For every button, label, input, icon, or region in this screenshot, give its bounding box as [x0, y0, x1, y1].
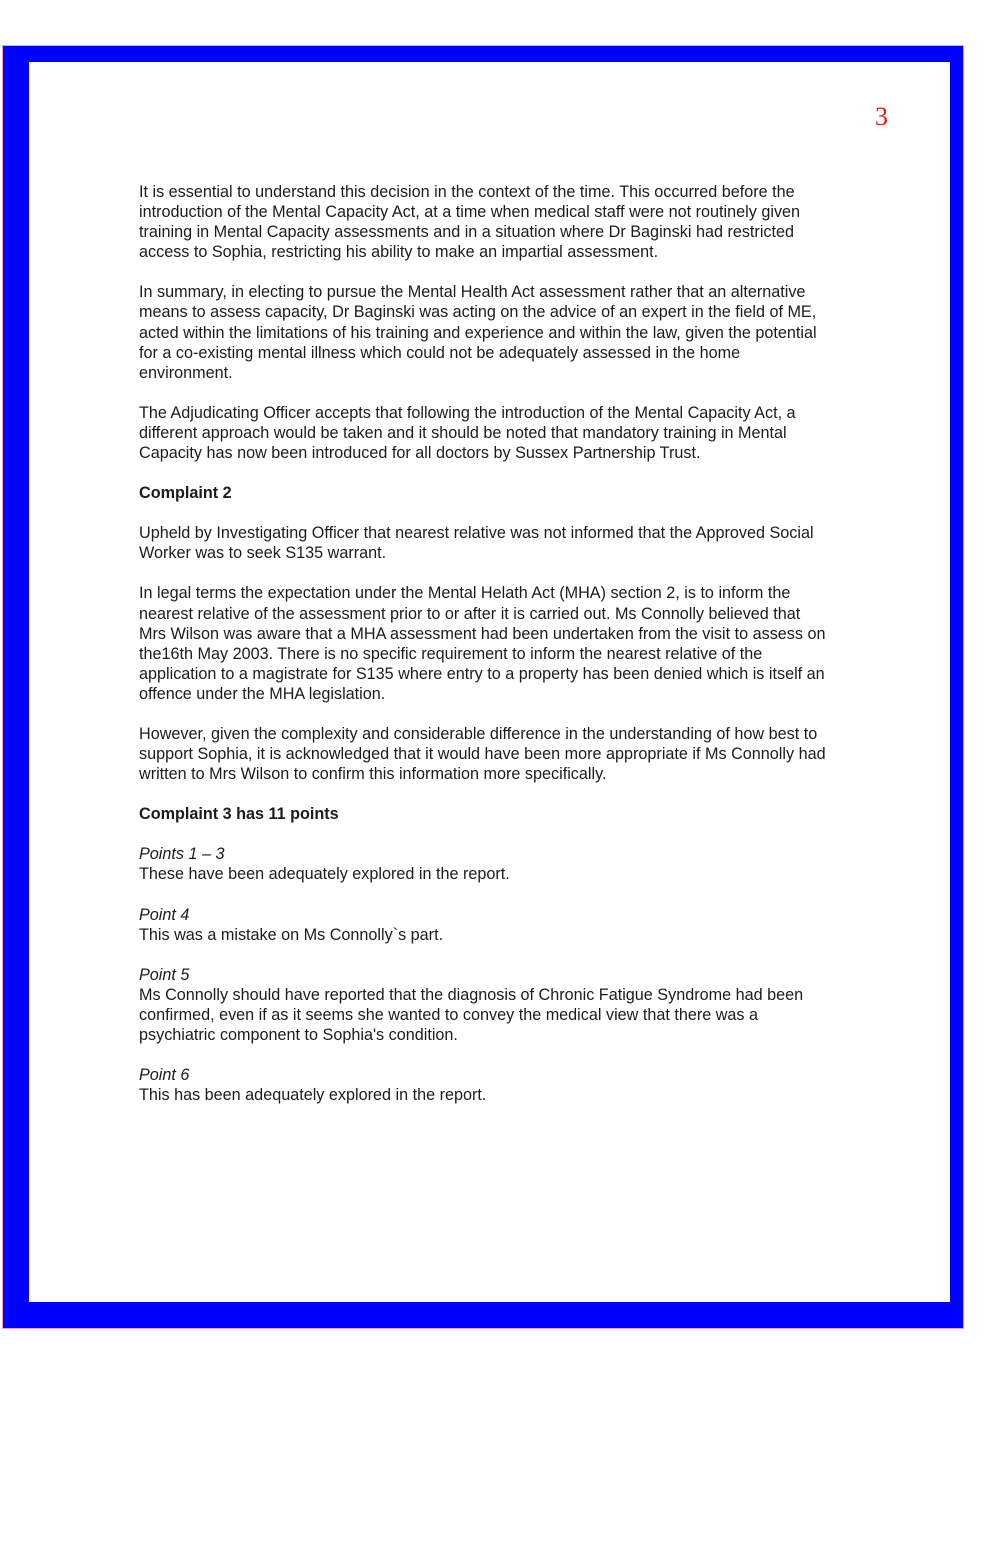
blue-page-frame [3, 46, 963, 1328]
point-label: Point 4 [139, 905, 190, 924]
paragraph-context: It is essential to understand this decision in the context of the time. This occurred before the introduction of the Mental Capacity Act, at a time when medical staff were not routinely given training in Mental Capacity assessments and in a situation where Dr Baginski had restricted access to Sophia, restricting his ability to make an impartial assessment. [139, 183, 801, 262]
paragraph-summary: In summary, in electing to pursue the Mental Health Act assessment rather that an alternative means to assess capacity, Dr Baginski was acting on the advice of an expert in the field of ME, acted within the limitations of his training and experience and within the law, given the potential for a co-existing mental illness which could not be adequately assessed in the home environment. [139, 283, 817, 382]
paragraph-adjudicating-officer: The Adjudicating Officer accepts that following the introduction of the Mental Capacity Act, a different approach would be taken and it should be noted that mandatory training in Mental Capacity has now been introduced for all doctors by Sussex Partnership Trust. [139, 403, 796, 463]
complaint-3-heading: Complaint 3 has 11 points [139, 805, 339, 824]
complaint-2-legal-terms: In legal terms the expectation under the Mental Helath Act (MHA) section 2, is to inform the nearest relative of the assessment prior to or after it is carried out. Ms Connolly believed that Mrs Wilson was aware that a MHA assessment had been undertaken from the visit to assess on the16th May 2003. There is no specific requirement to inform the nearest relative of the application to a magistrate for S135 where entry to a property has been denied which is itself an offence under the MHA legislation. [139, 584, 826, 703]
point-text: These have been adequately explored in the report. [139, 865, 510, 884]
document-body [139, 182, 829, 1125]
point-label: Points 1 – 3 [139, 845, 225, 864]
point-label: Point 5 [139, 965, 190, 984]
point-text: This was a mistake on Ms Connolly`s part. [139, 925, 444, 944]
point-text: This has been adequately explored in the report. [139, 1086, 487, 1105]
document-page [29, 62, 950, 1302]
point-text: Ms Connolly should have reported that the diagnosis of Chronic Fatigue Syndrome had been confirmed, even if as it seems she wanted to convey the medical view that there was a psychiatric component to Sophia's condition. [139, 985, 804, 1044]
point-label: Point 6 [139, 1066, 190, 1085]
complaint-2-however: However, given the complexity and considerable difference in the understanding of how best to support Sophia, it is acknowledged that it would have been more appropriate if Ms Connolly had written to Mrs Wilson to confirm this information more specifically. [139, 724, 826, 784]
complaint-2-heading: Complaint 2 [139, 484, 232, 503]
complaint-2-upheld: Upheld by Investigating Officer that nearest relative was not informed that the Approved Social Worker was to seek S135 warrant. [139, 524, 814, 563]
page-number: 3 [875, 102, 888, 131]
